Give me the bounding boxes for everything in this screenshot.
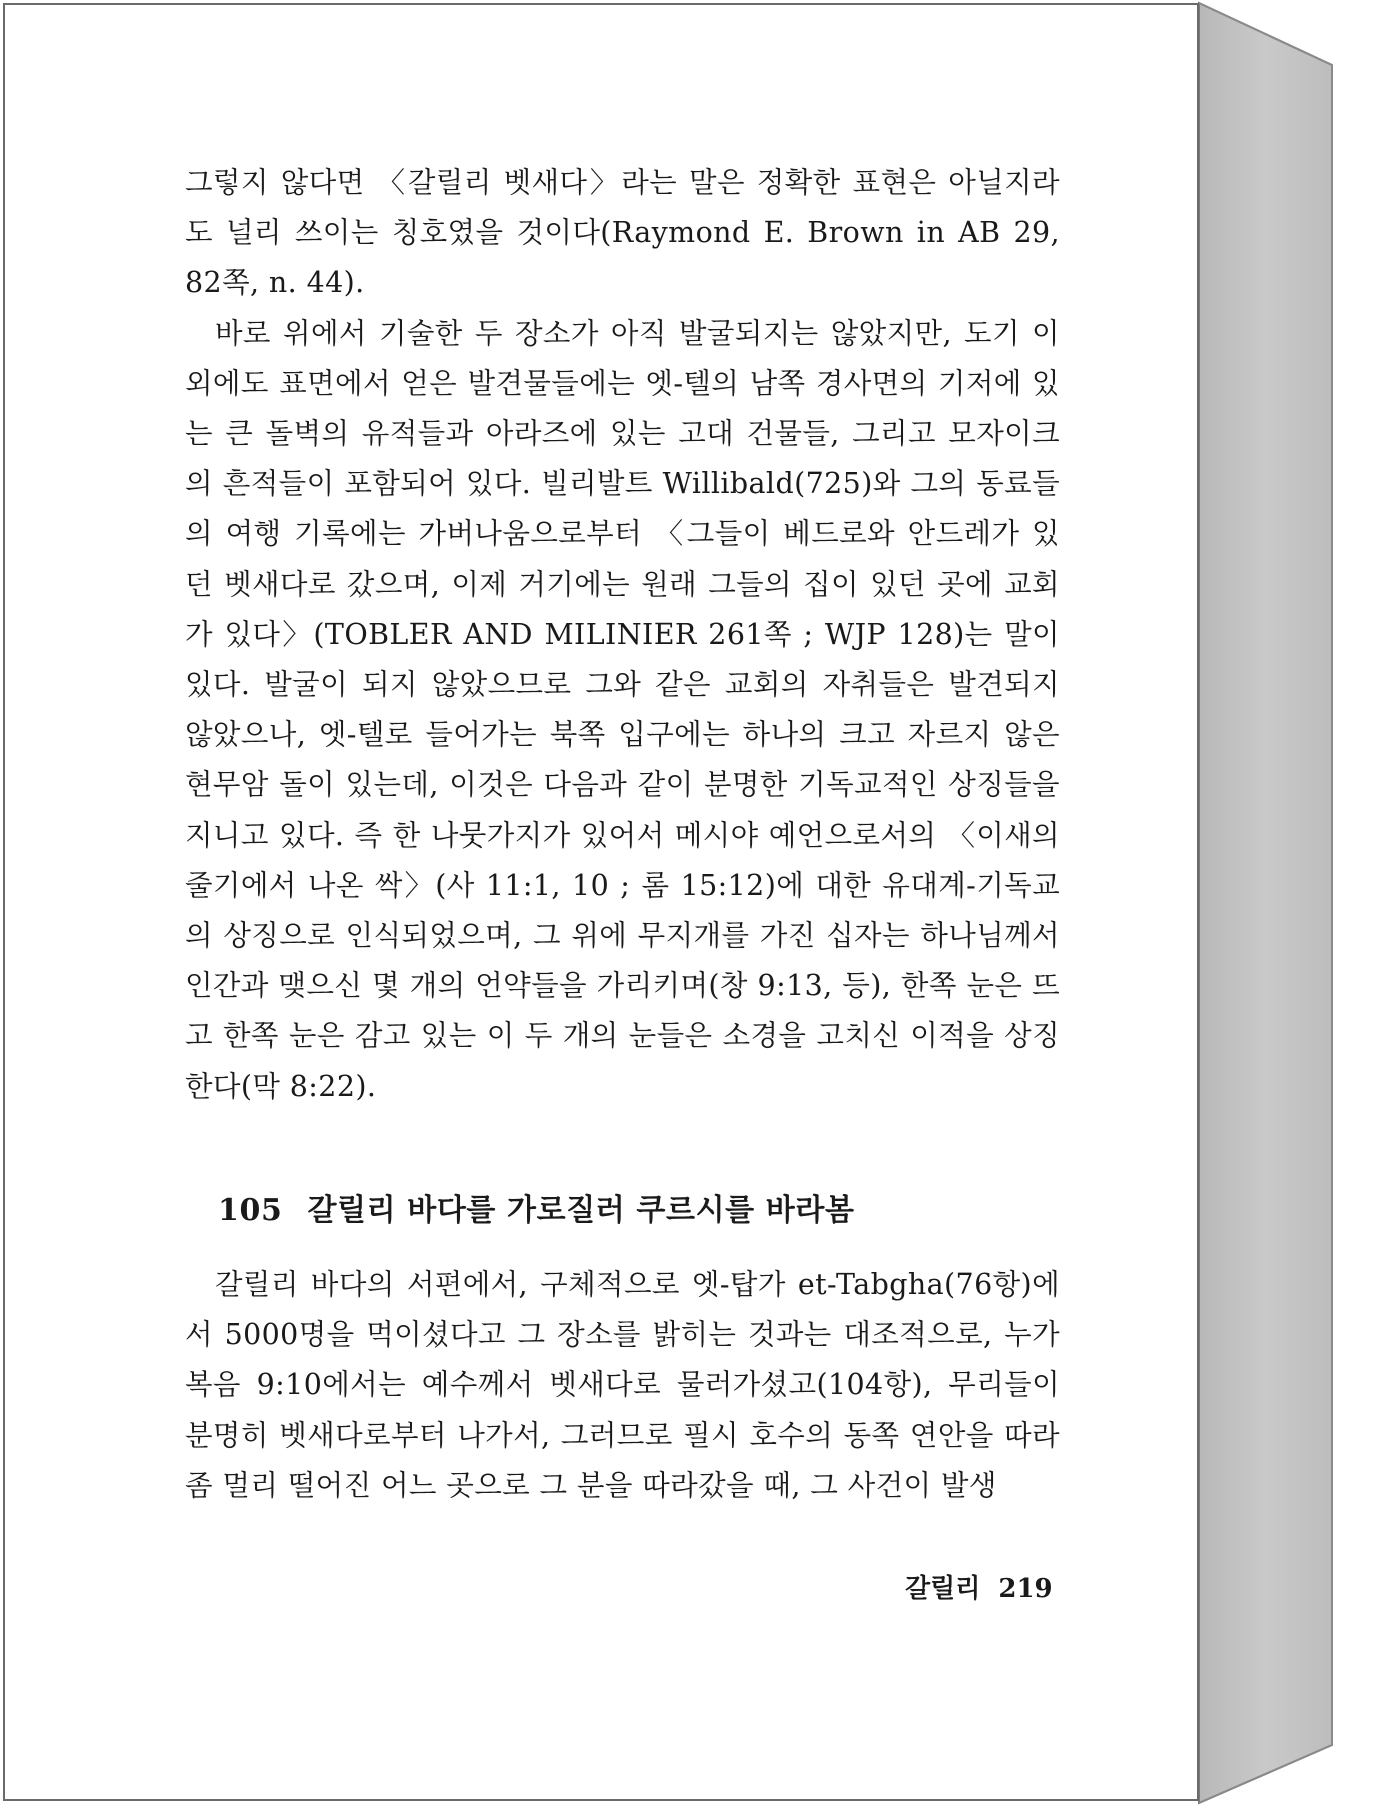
- paragraph-bethsaida: 바로 위에서 기술한 두 장소가 아직 발굴되지는 않았지만, 도기 이외에도 표면에서 얻은 발견물들에는 엣-텔의 남쪽 경사면의 기저에 있는 큰 돌벽의 유적들과 아라즈에 있는 고대 건물들, 그리고 모자이크의 흔적들이 포함되어 있다. 빌리발트 Willibald(725)와 그의 동료들의 여행 기록에는 가버나움으로부터 〈그들이 베드로와 안드레가 있던 벳새다로 갔으며, 이제 거기에는 원래 그들의 집이 있던 곳에 교회가 있다〉(TOBLER AND MILINIER 261쪽 ; WJP 128)는 말이 있다. 발굴이 되지 않았으므로 그와 같은 교회의 자취들은 발견되지 않았으나, 엣-텔로 들어가는 북쪽 입구에는 하나의 크고 자르지 않은 현무암 돌이 있는데, 이것은 다음과 같이 분명한 기독교적인 상징들을 지니고 있다. 즉 한 나뭇가지가 있어서 메시야 예언으로서의 〈이새의 줄기에서 나온 싹〉(사 11:1, 10 ; 롬 15:12)에 대한 유대계-기독교의 상징으로 인식되었으며, 그 위에 무지개를 가진 십자는 하나님께서 인간과 맺으신 몇 개의 언약들을 가리키며(창 9:13, 등), 한쪽 눈은 뜨고 한쪽 눈은 감고 있는 이 두 개의 눈들은 소경을 고치신 이적을 상징한다(막 8:22).: [185, 316, 1060, 1103]
- section-title: 갈릴리 바다를 가로질러 쿠르시를 바라봄: [307, 1193, 855, 1228]
- page-number: 219: [998, 1574, 1053, 1604]
- paragraph-tabgha: 갈릴리 바다의 서편에서, 구체적으로 엣-탑가 et-Tabgha(76항)에서 5000명을 먹이셨다고 그 장소를 밝히는 것과는 대조적으로, 누가복음 9:10에서는 예수께서 벳새다로 물러가셨고(104항), 무리들이 분명히 벳새다로부터 나가서, 그러므로 필시 호수의 동쪽 연안을 따라 좀 멀리 떨어진 어느 곳으로 그 분을 따라갔을 때, 그 사건이 발생: [185, 1268, 1060, 1502]
- body-text-top: [185, 158, 1060, 1112]
- section-heading: [218, 1185, 855, 1229]
- paragraph-continuation: 그렇지 않다면 〈갈릴리 벳새다〉라는 말은 정확한 표현은 아닐지라도 널리 쓰이는 칭호였을 것이다(Raymond E. Brown in AB 29, 82쪽, n. 44).: [185, 166, 1060, 300]
- section-number: 105: [218, 1193, 283, 1228]
- running-title: 갈릴리: [905, 1574, 981, 1604]
- body-text-bottom: [185, 1260, 1060, 1511]
- page-footer: [905, 1568, 1053, 1605]
